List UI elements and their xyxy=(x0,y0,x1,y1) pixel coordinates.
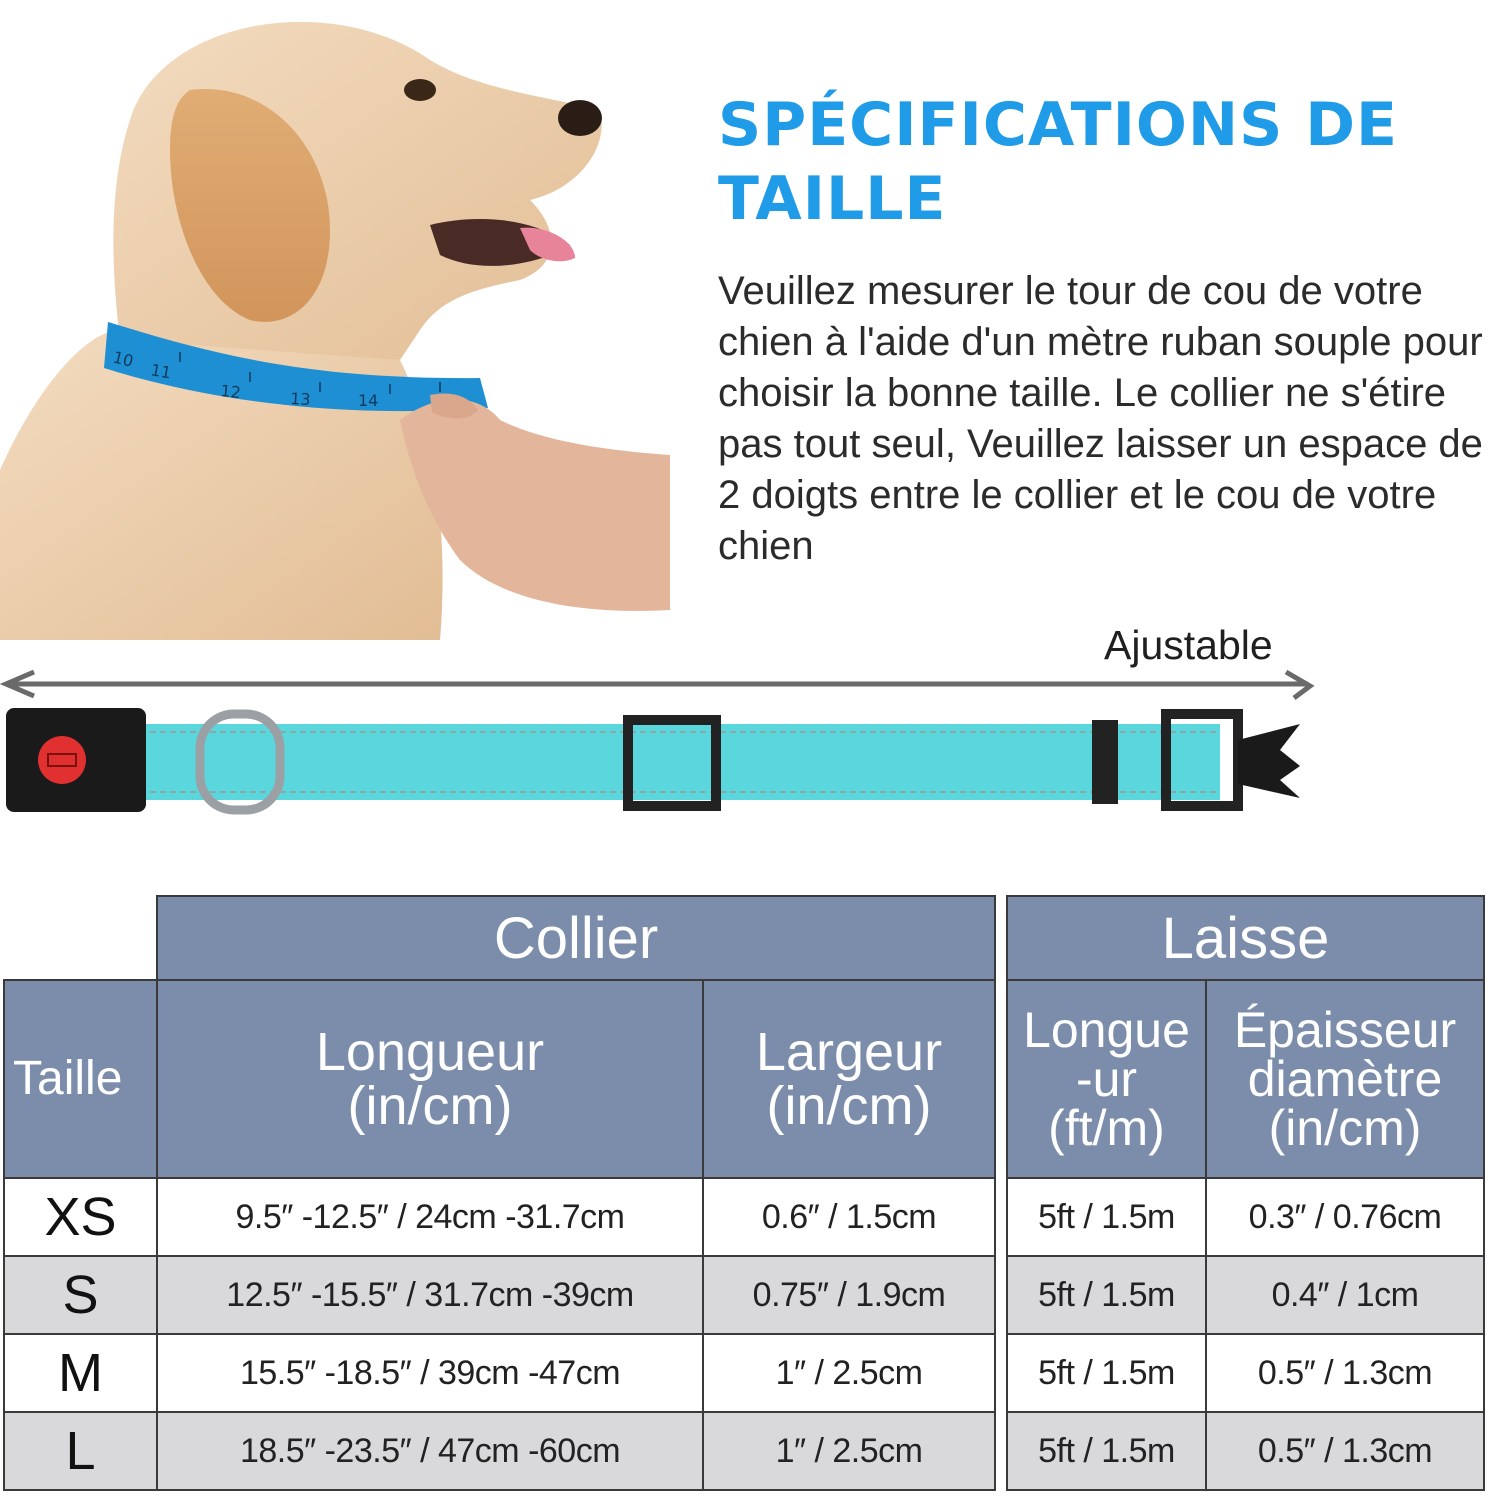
table-corner xyxy=(4,896,157,980)
size-cell: S xyxy=(4,1256,157,1334)
page-title: SPÉCIFICATIONS DE TAILLE xyxy=(718,90,1399,234)
collier-longueur-cell: 18.5″ -23.5″ / 47cm -60cm xyxy=(157,1412,703,1490)
header-gap xyxy=(995,980,1007,1178)
size-table xyxy=(3,895,1485,1491)
size-cell: M xyxy=(4,1334,157,1412)
tape-mark: 11 xyxy=(149,360,173,383)
header-line: (in/cm) xyxy=(766,1076,932,1136)
header-collier-longueur xyxy=(157,980,703,1178)
collier-longueur-cell: 9.5″ -12.5″ / 24cm -31.7cm xyxy=(157,1178,703,1256)
size-cell: XS xyxy=(4,1178,157,1256)
laisse-epaisseur-cell: 0.3″ / 0.76cm xyxy=(1206,1178,1484,1256)
laisse-epaisseur-cell: 0.5″ / 1.3cm xyxy=(1206,1412,1484,1490)
header-laisse-longueur xyxy=(1007,980,1206,1178)
collier-largeur-cell: 1″ / 2.5cm xyxy=(703,1412,995,1490)
dog-measuring-photo xyxy=(0,0,670,640)
header-line: (in/cm) xyxy=(347,1076,513,1136)
laisse-longueur-cell: 5ft / 1.5m xyxy=(1007,1178,1206,1256)
header-taille: Taille xyxy=(4,980,157,1178)
header-gap xyxy=(995,896,1007,980)
header-line: diamètre xyxy=(1247,1050,1443,1107)
table-row xyxy=(4,1412,1484,1490)
tape-mark: 13 xyxy=(289,389,312,410)
collier-largeur-cell: 1″ / 2.5cm xyxy=(703,1334,995,1412)
collar-image xyxy=(0,700,1330,820)
gap-cell xyxy=(995,1256,1007,1334)
table-row xyxy=(4,1256,1484,1334)
header-line: Longueur xyxy=(315,1022,545,1082)
header-collier-largeur xyxy=(703,980,995,1178)
laisse-longueur-cell: 5ft / 1.5m xyxy=(1007,1412,1206,1490)
header-line: (ft/m) xyxy=(1048,1099,1165,1156)
table-row xyxy=(4,1334,1484,1412)
collier-longueur-cell: 15.5″ -18.5″ / 39cm -47cm xyxy=(157,1334,703,1412)
collier-longueur-cell: 12.5″ -15.5″ / 31.7cm -39cm xyxy=(157,1256,703,1334)
laisse-epaisseur-cell: 0.5″ / 1.3cm xyxy=(1206,1334,1484,1412)
gap-cell xyxy=(995,1334,1007,1412)
laisse-epaisseur-cell: 0.4″ / 1cm xyxy=(1206,1256,1484,1334)
strap-keeper xyxy=(1092,720,1118,804)
header-line: Épaisseur xyxy=(1233,1001,1457,1058)
tape-mark: 14 xyxy=(358,391,379,410)
header-line: -ur xyxy=(1075,1050,1138,1107)
gap-cell xyxy=(995,1412,1007,1490)
header-line: Largeur xyxy=(755,1022,943,1082)
laisse-longueur-cell: 5ft / 1.5m xyxy=(1007,1334,1206,1412)
size-cell: L xyxy=(4,1412,157,1490)
buckle-female xyxy=(6,708,146,812)
table-row xyxy=(4,1178,1484,1256)
laisse-longueur-cell: 5ft / 1.5m xyxy=(1007,1256,1206,1334)
tape-mark: 10 xyxy=(111,347,136,371)
header-laisse-epaisseur xyxy=(1206,980,1484,1178)
collier-largeur-cell: 0.75″ / 1.9cm xyxy=(703,1256,995,1334)
description-text: Veuillez mesurer le tour de cou de votre chien à l'aide d'un mètre ruban souple pour choisir la bonne taille. Le collier ne s'étire pas tout seul, Veuillez laisser un espace de 2 doigts entre le collier et le cou de votre chien xyxy=(718,269,1483,568)
header-laisse: Laisse xyxy=(1007,896,1484,980)
header-collier: Collier xyxy=(157,896,995,980)
tape-mark: 12 xyxy=(219,381,242,403)
gap-cell xyxy=(995,1178,1007,1256)
header-line: (in/cm) xyxy=(1268,1099,1422,1156)
adjustable-label: Ajustable xyxy=(1104,622,1273,668)
header-line: Longue xyxy=(1023,1001,1190,1058)
collier-largeur-cell: 0.6″ / 1.5cm xyxy=(703,1178,995,1256)
